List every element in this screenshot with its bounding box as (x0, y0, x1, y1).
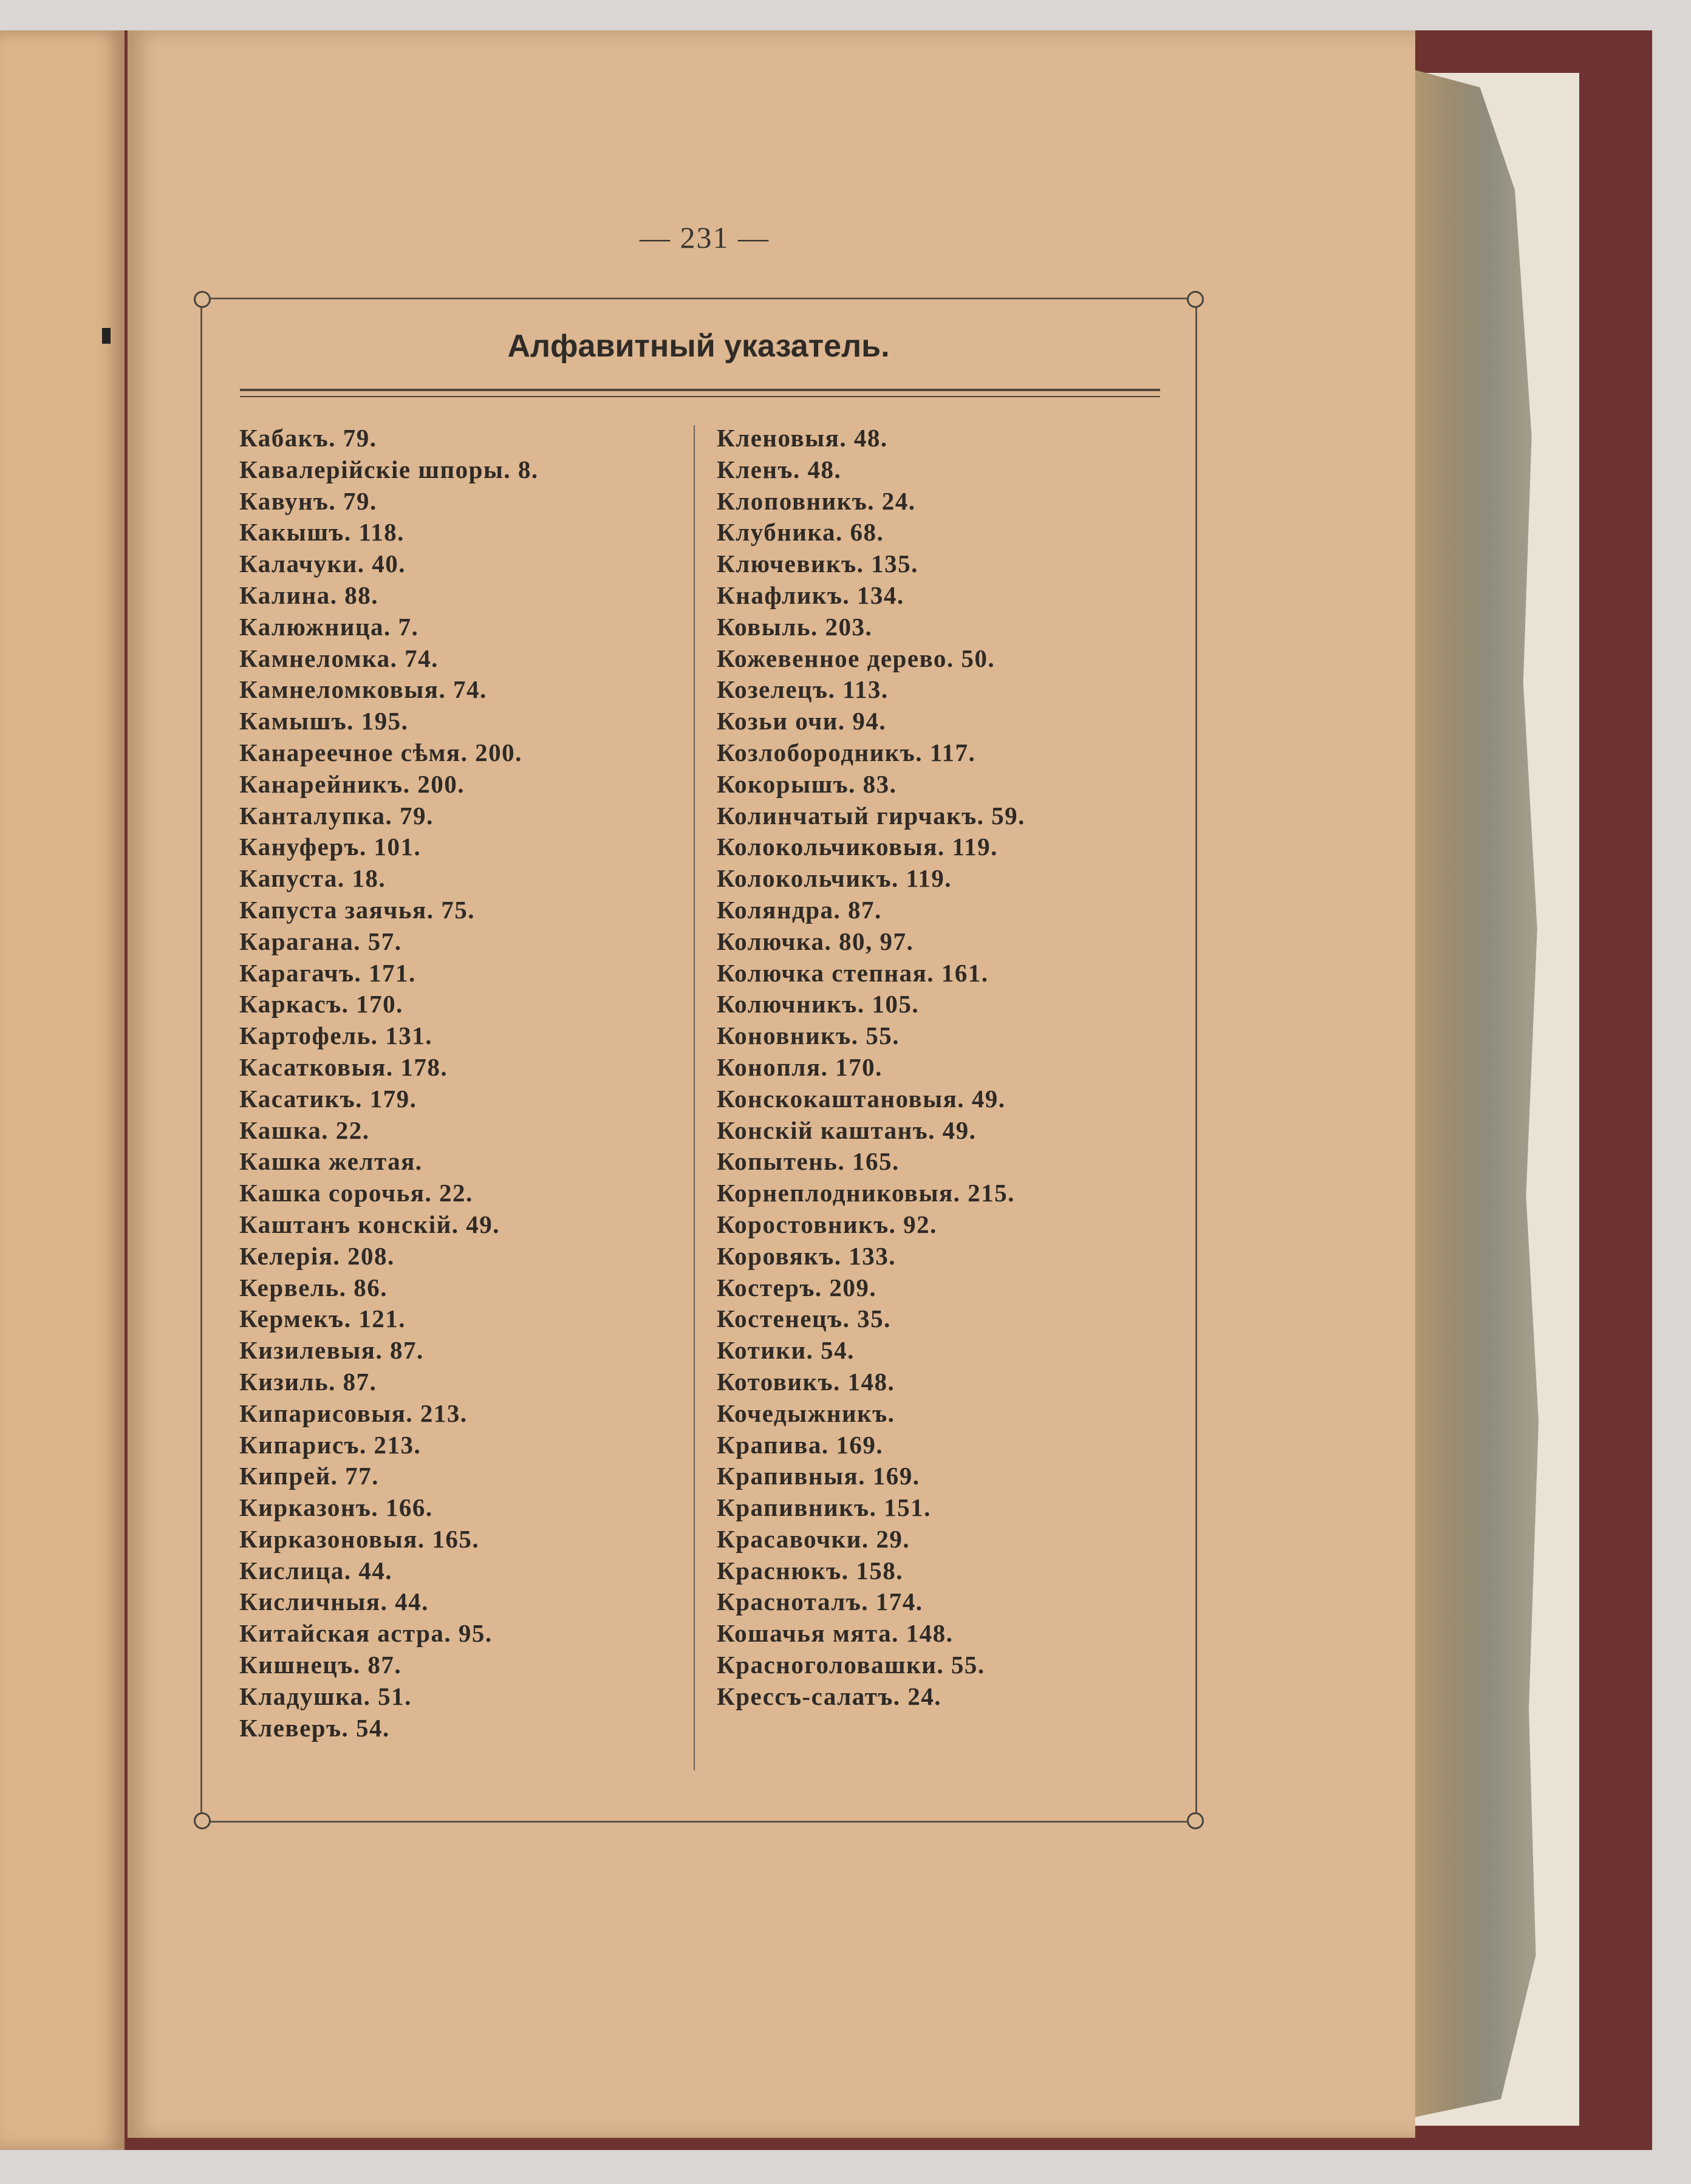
index-entry: Красноталъ. 174. (717, 1588, 923, 1616)
index-entry: Клубника. 68. (717, 518, 884, 547)
index-entry: Кленовыя. 48. (717, 424, 888, 452)
index-entry: Касатковыя. 178. (239, 1053, 448, 1081)
index-entry: Колинчатый гирчакъ. 59. (717, 801, 1025, 830)
index-entry: Крапива. 169. (717, 1430, 884, 1459)
index-entry: Кабакъ. 79. (239, 424, 377, 452)
index-entry: Колючка. 80, 97. (717, 927, 914, 955)
index-entry: Калюжница. 7. (239, 612, 419, 641)
index-entry: Камышъ. 195. (239, 707, 409, 735)
index-entry: Конскокаштановыя. 49. (717, 1084, 1006, 1113)
index-entry: Кирказоновыя. 165. (239, 1524, 480, 1553)
index-entry: Колючникъ. 105. (717, 990, 920, 1019)
index-entry: Кипарисовыя. 213. (239, 1399, 468, 1427)
index-entry: Кирказонъ. 166. (239, 1493, 433, 1522)
index-right-column (717, 423, 1025, 1713)
frame-ornament-bottom-right (1187, 1812, 1204, 1829)
index-entry: Кизилевыя. 87. (239, 1336, 424, 1365)
index-entry: Калачуки. 40. (239, 550, 406, 578)
index-entry: Ключевикъ. 135. (717, 550, 918, 578)
index-heading: Алфавитный указатель. (507, 329, 890, 364)
index-entry: Крапивникъ. 151. (717, 1493, 931, 1522)
index-entry: Канареечное сѣмя. 200. (239, 738, 522, 766)
index-entry: Копытень. 165. (717, 1147, 900, 1176)
index-entry: Коровякъ. 133. (717, 1241, 897, 1270)
index-entry: Клоповникъ. 24. (717, 486, 916, 515)
frame-ornament-top-left (194, 291, 211, 308)
index-left-column (239, 423, 539, 1744)
index-entry: Кладушка. 51. (239, 1682, 412, 1710)
page-edges (1403, 67, 1543, 2120)
index-entry: Кишнецъ. 87. (239, 1651, 402, 1679)
index-entry: Коновникъ. 55. (717, 1022, 900, 1050)
index-entry: Каштанъ конскій. 49. (239, 1210, 500, 1238)
frame-ornament-bottom-left (194, 1812, 211, 1829)
index-entry: Кавунъ. 79. (239, 486, 377, 515)
index-entry: Кашка желтая. (239, 1147, 423, 1176)
index-entry: Котики. 54. (717, 1336, 855, 1365)
index-entry: Козьи очи. 94. (717, 707, 887, 735)
index-entry: Касатикъ. 179. (239, 1084, 417, 1113)
index-entry: Красноголовашки. 55. (717, 1651, 985, 1679)
index-entry: Карагачъ. 171. (239, 958, 416, 987)
index-entry: Ковыль. 203. (717, 612, 873, 641)
index-entry: Камнеломковыя. 74. (239, 675, 487, 704)
index-entry: Кануферъ. 101. (239, 833, 422, 861)
index-entry: Кислица. 44. (239, 1556, 393, 1585)
index-entry: Капуста заячья. 75. (239, 895, 475, 924)
index-entry: Конопля. 170. (717, 1053, 883, 1081)
index-entry: Крессъ-салатъ. 24. (717, 1682, 941, 1710)
left-page-edge (0, 30, 125, 2150)
index-entry: Камнеломка. 74. (239, 644, 439, 672)
index-entry: Кнафликъ. 134. (717, 581, 904, 609)
index-entry: Кленъ. 48. (717, 455, 842, 483)
index-entry: Кисличныя. 44. (239, 1588, 429, 1616)
index-entry: Келерія. 208. (239, 1241, 395, 1270)
index-entry: Коростовникъ. 92. (717, 1210, 937, 1238)
index-entry: Коляндра. 87. (717, 895, 882, 924)
index-entry: Клеверъ. 54. (239, 1713, 390, 1742)
index-entry: Кашка. 22. (239, 1116, 370, 1144)
index-entry: Красавочки. 29. (717, 1524, 910, 1553)
index-entry: Котовикъ. 148. (717, 1367, 895, 1396)
index-entry: Канталупка. 79. (239, 801, 434, 830)
index-entry: Кочедыжникъ. (717, 1399, 895, 1427)
column-divider (694, 425, 695, 1770)
index-entry: Конскій каштанъ. 49. (717, 1116, 977, 1144)
index-entry: Колючка степная. 161. (717, 958, 989, 987)
frame-ornament-top-right (1187, 291, 1204, 308)
page-number: — 231 — (640, 220, 770, 254)
index-entry: Колокольчиковыя. 119. (717, 833, 998, 861)
index-entry: Костеръ. 209. (717, 1273, 877, 1302)
index-entry: Канарейникъ. 200. (239, 770, 465, 798)
index-entry: Колокольчикъ. 119. (717, 864, 952, 893)
index-entry: Карагана. 57. (239, 927, 402, 955)
index-entry: Кашка сорочья. 22. (239, 1179, 473, 1207)
index-entry: Кервель. 86. (239, 1273, 388, 1302)
index-entry: Какышъ. 118. (239, 518, 405, 547)
index-entry: Китайская астра. 95. (239, 1619, 493, 1648)
index-entry: Кокорышъ. 83. (717, 770, 897, 798)
index-entry: Костенецъ. 35. (717, 1305, 891, 1333)
index-entry: Краснюкъ. 158. (717, 1556, 903, 1585)
index-entry: Козлобородникъ. 117. (717, 738, 976, 766)
index-entry: Кошачья мята. 148. (717, 1619, 954, 1648)
index-entry: Кипарисъ. 213. (239, 1430, 422, 1459)
index-entry: Капуста. 18. (239, 864, 386, 893)
index-entry: Кипрей. 77. (239, 1462, 379, 1490)
margin-mark (102, 328, 111, 344)
index-entry: Картофель. 131. (239, 1022, 433, 1050)
heading-rule-thick (240, 389, 1160, 391)
index-entry: Кизиль. 87. (239, 1367, 377, 1396)
index-entry: Каркасъ. 170. (239, 990, 403, 1019)
heading-rule-thin (240, 396, 1160, 397)
index-entry: Корнеплодниковыя. 215. (717, 1179, 1015, 1207)
index-entry: Кожевенное дерево. 50. (717, 644, 996, 672)
index-entry: Крапивныя. 169. (717, 1462, 920, 1490)
index-entry: Калина. 88. (239, 581, 379, 609)
index-entry: Кавалерійскіе шпоры. 8. (239, 455, 539, 483)
index-entry: Козелецъ. 113. (717, 675, 889, 704)
index-entry: Кермекъ. 121. (239, 1305, 406, 1333)
